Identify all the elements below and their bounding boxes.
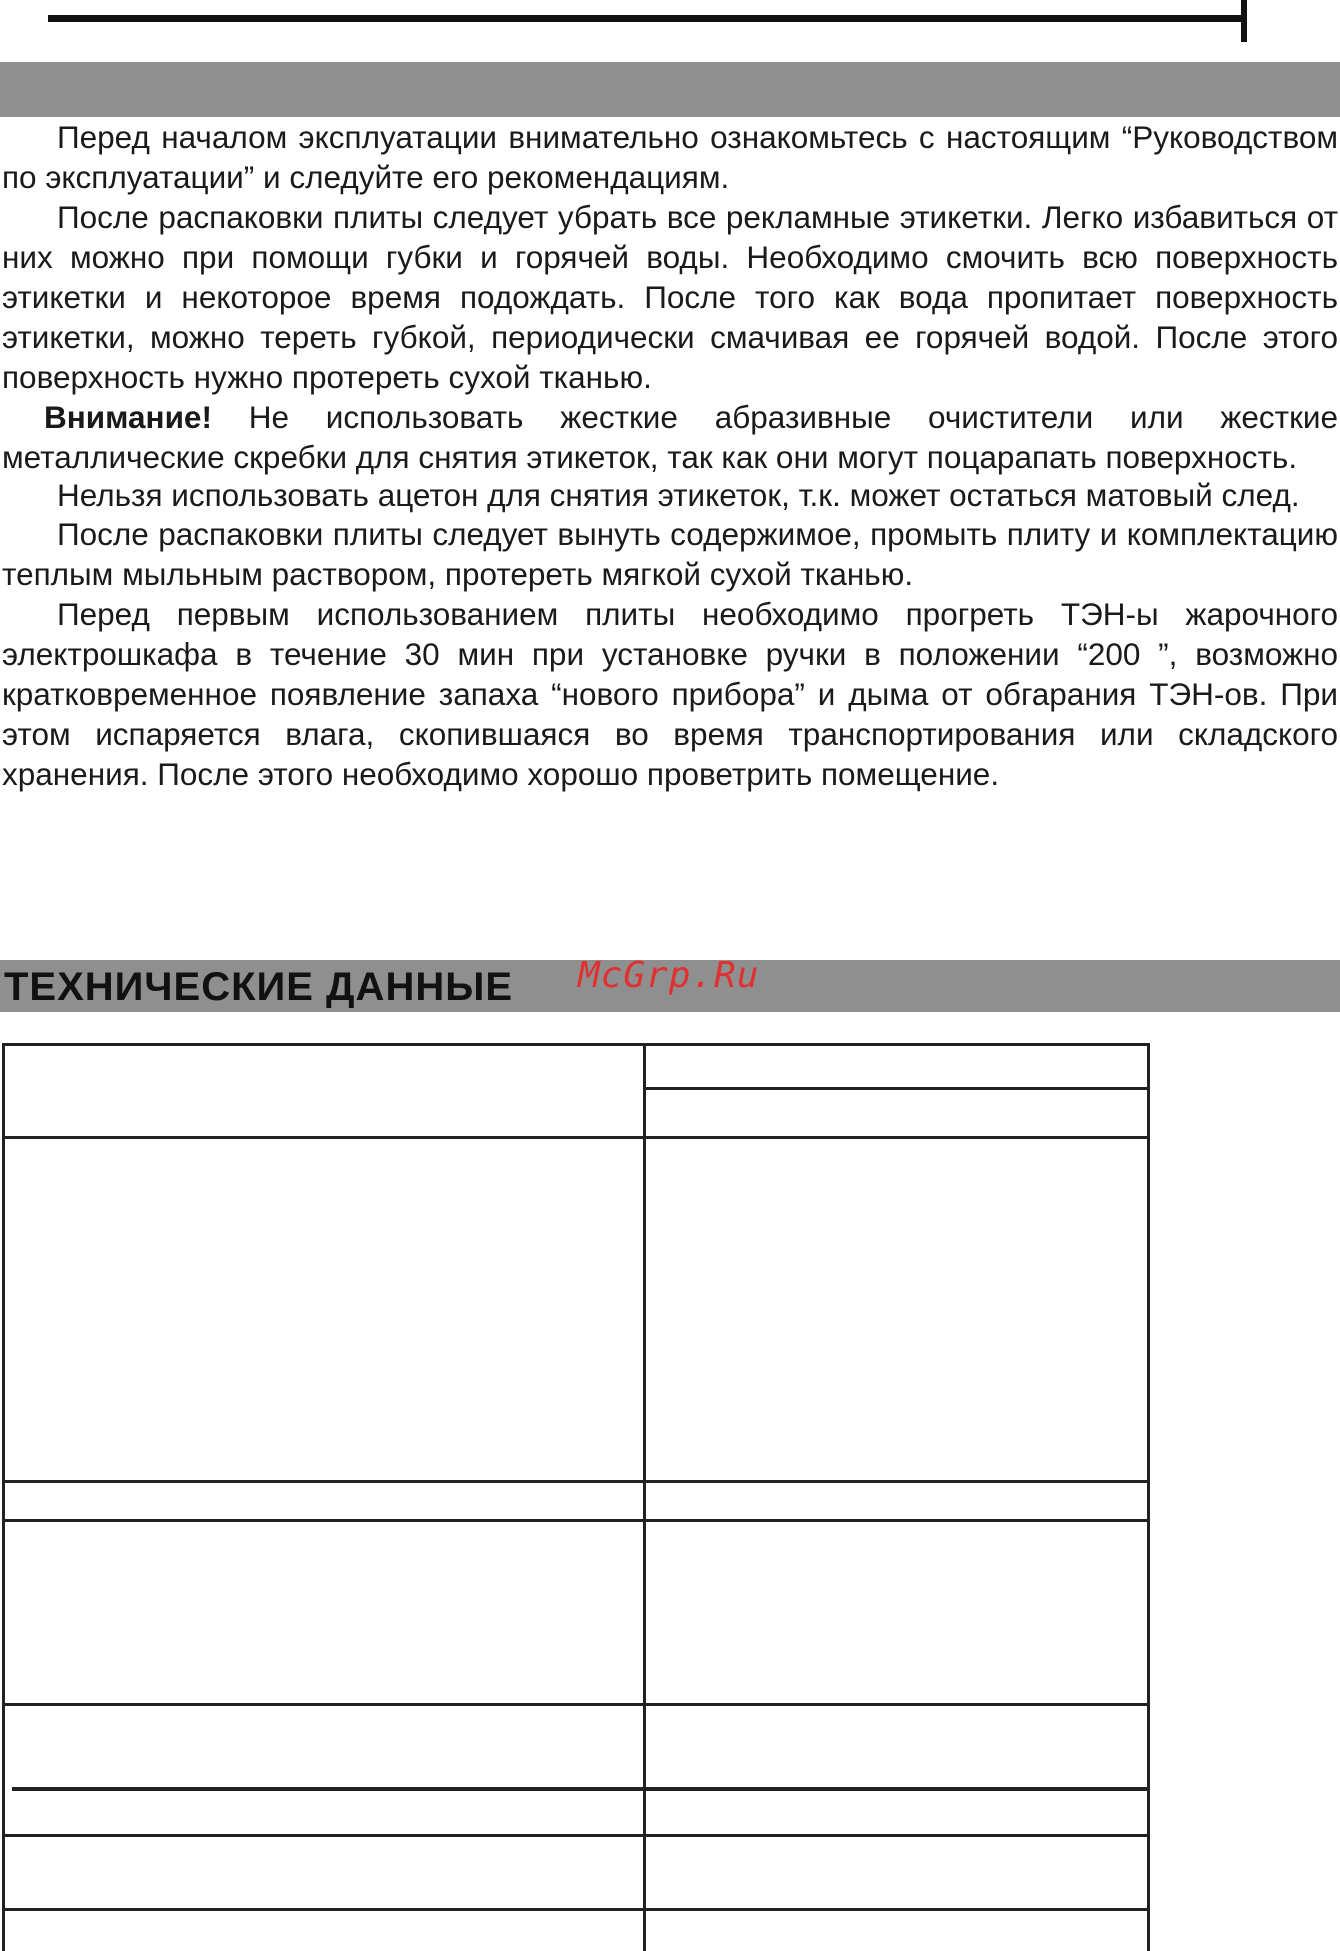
table-row-divider bbox=[2, 1480, 1150, 1483]
section-title: ТЕХНИЧЕСКИЕ ДАННЫЕ bbox=[4, 965, 514, 1009]
watermark: McGrp.Ru bbox=[578, 955, 760, 996]
table-row-divider bbox=[2, 1136, 1150, 1139]
paragraph-unpacking: После распаковки плиты следует вынуть содержимое, промыть плиту и комплектацию теплым мыльным раствором, протереть мягкой сухой тканью. bbox=[2, 516, 1338, 592]
table-row-divider bbox=[643, 1087, 1150, 1090]
table-row-divider bbox=[2, 1703, 1150, 1706]
paragraph-first-use: Перед первым использованием плиты необходимо прогреть ТЭН-ы жарочного электрошкафа в течение 30 мин при установке ручки в положении “200 ”, возможно кратковременное появление запаха “нового прибора” и дыма от обгарания ТЭН-ов. При этом испаряется влага, скопившаяся во время транспортирования или складского хранения. После этого необходимо хорошо проветрить помещение. bbox=[2, 596, 1338, 792]
paragraph-acetone: Нельзя использовать ацетон для снятия этикеток, т.к. может остаться матовый след. bbox=[57, 477, 1300, 513]
warning-label: Внимание! bbox=[44, 399, 212, 435]
table-row-divider bbox=[2, 1908, 1150, 1911]
table-border-left bbox=[2, 1043, 5, 1951]
table-border-right bbox=[1147, 1043, 1150, 1951]
paragraph-intro: Перед началом эксплуатации внимательно ознакомьтесь с настоящим “Руководством по эксплуатации” и следуйте его рекомендациям. bbox=[2, 119, 1338, 195]
table-column-divider bbox=[643, 1043, 646, 1951]
table-border-top bbox=[2, 1043, 1150, 1046]
top-rule-end-tick bbox=[1241, 0, 1247, 42]
intro-text bbox=[2, 117, 1338, 794]
paragraph-labels: После распаковки плиты следует убрать все рекламные этикетки. Легко избавиться от них можно при помощи губки и горячей воды. Необходимо смочить всю поверхность этикетки и некоторое время подождать. После того как вода пропитает поверхность этикетки, можно тереть губкой, периодически смачивая ее горячей водой. После этого поверхность нужно протереть сухой тканью. bbox=[2, 199, 1338, 395]
warning-text: Не использовать жесткие абразивные очистители или жесткие металлические скребки для снятия этикеток, так как они могут поцарапать поверхность. bbox=[2, 399, 1338, 475]
table-row-divider bbox=[12, 1787, 1150, 1791]
table-row-divider bbox=[2, 1519, 1150, 1522]
header-band bbox=[0, 62, 1340, 117]
table-row-divider bbox=[2, 1834, 1150, 1837]
top-rule bbox=[48, 15, 1246, 22]
paragraph-warning bbox=[2, 397, 1338, 477]
